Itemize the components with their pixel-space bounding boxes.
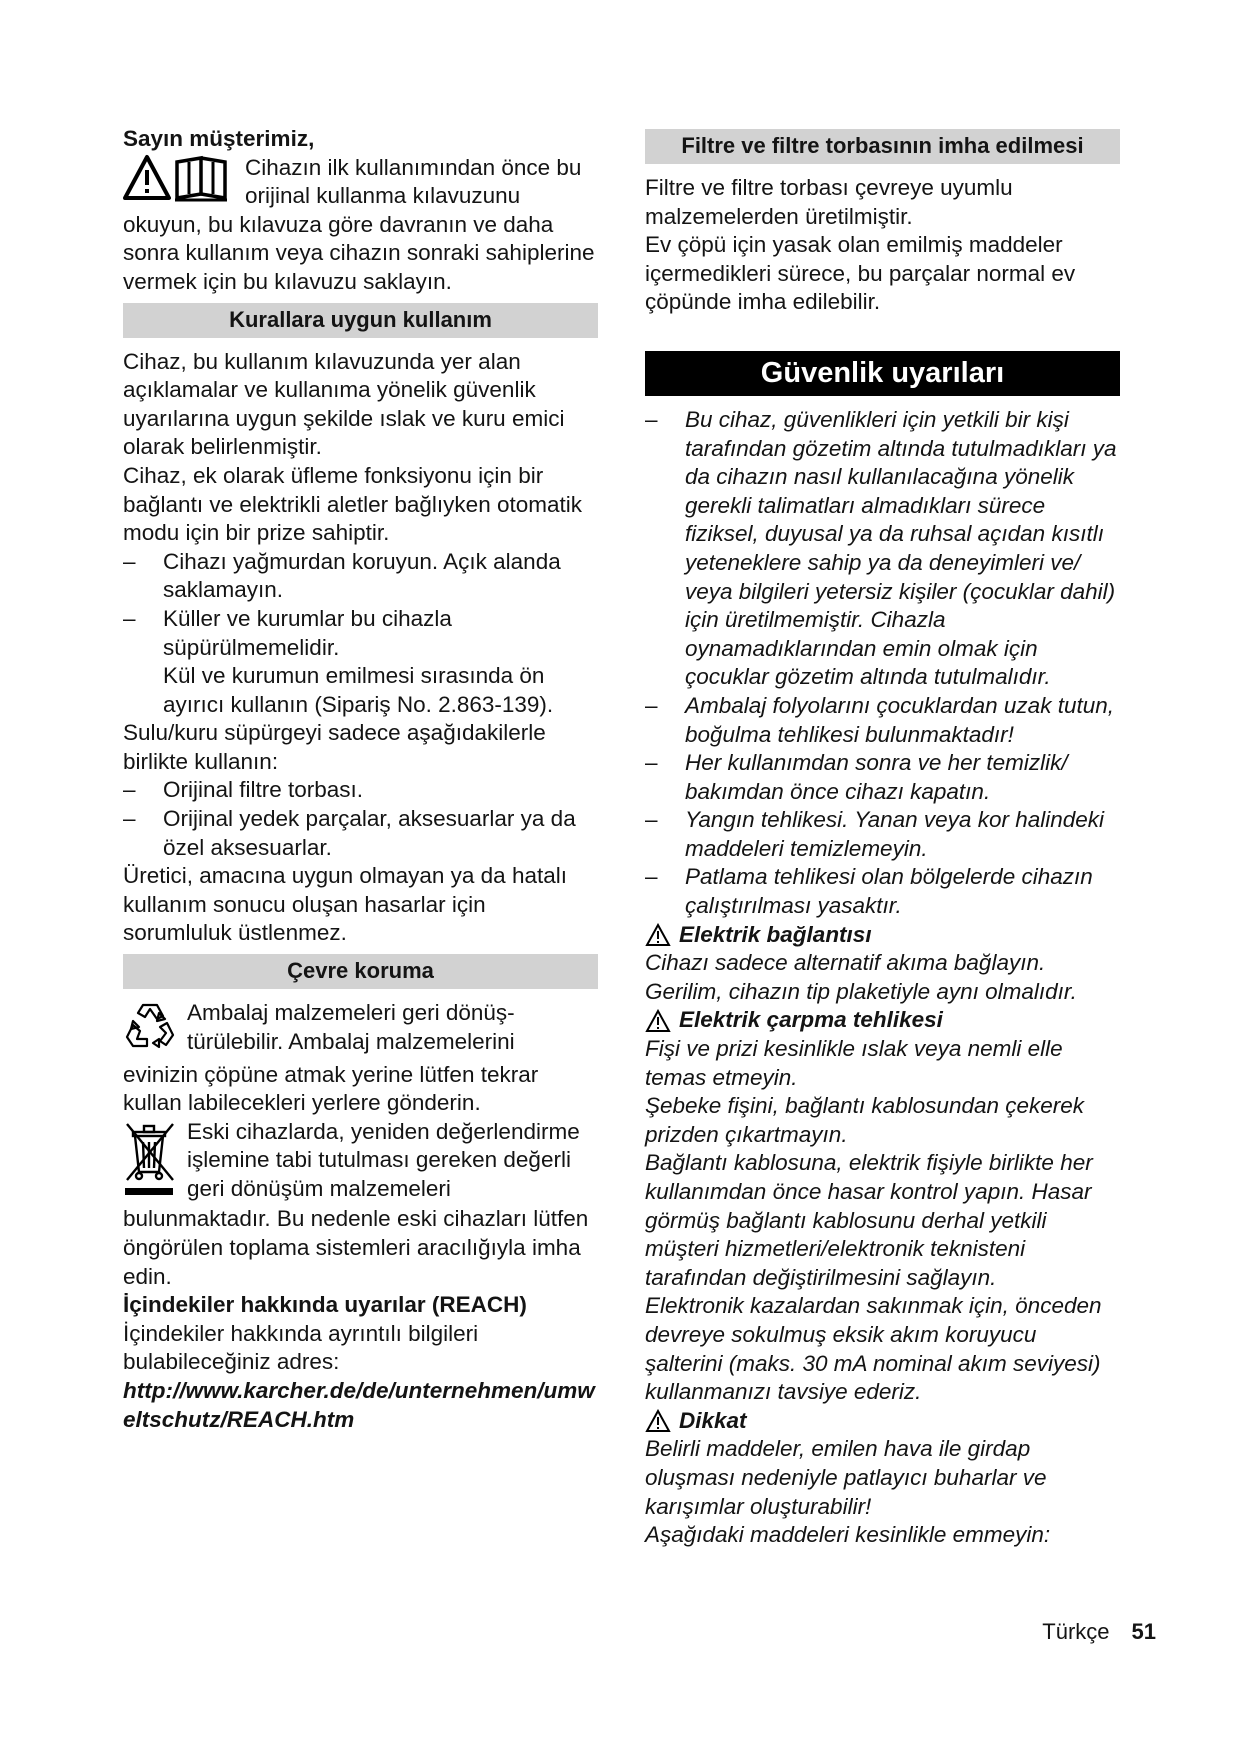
- electric-shock-p1: Fişi ve prizi kesinlikle ıslak veya nemli elle temas etmeyin.: [645, 1036, 1063, 1090]
- weee-block: [123, 1118, 598, 1206]
- list-dash: –: [645, 750, 658, 776]
- warning-icon: [645, 1409, 675, 1433]
- electric-shock-p3: Bağlantı kablosuna, elektrik fişiyle birlikte her kullanımdan önce hasar kontrol yapın. Hasar görmüş bağlantı kablosunu derhal yetkili müşteri hizmetleri/elektronik teknisteni tarafından değiştirilmesini sağlayın.: [645, 1150, 1093, 1290]
- safety-item-text: Ambalaj folyolarını çocuklardan uzak tutun, boğulma tehlikesi bulunmaktadır!: [685, 692, 1114, 747]
- caution-p1: Belirli maddeler, emilen hava ile girdap oluşması nedeniyle patlayıcı buharlar ve karışımlar oluşturabilir!: [645, 1436, 1047, 1519]
- safety-item-text: Patlama tehlikesi olan bölgelerde cihazın çalıştırılması yasaktır.: [685, 864, 1093, 919]
- page-number: 51: [1131, 1619, 1156, 1644]
- list-item-text: Orijinal yedek parçalar, aksesuarlar ya da özel aksesuarlar.: [163, 806, 576, 860]
- section-title-intended-use: Kurallara uygun kullanım: [123, 303, 598, 338]
- electrical-connection-text: Cihazı sadece alternatif akıma bağlayın. Gerilim, cihazın tip plaketiyle aynı olmalıdır.: [645, 950, 1077, 1004]
- electric-shock-p2: Şebeke fişini, bağlantı kablosundan çekerek prizden çıkartmayın.: [645, 1093, 1085, 1147]
- greeting: Sayın müşterimiz,: [123, 126, 315, 151]
- section-title-environment: Çevre koruma: [123, 954, 598, 989]
- intro-text: Cihazın ilk kullanımından önce bu orijinal kullanma kılavuzunu: [245, 154, 582, 209]
- electrical-connection-heading-text: Elektrik bağlantısı: [679, 921, 872, 947]
- filter-p2: Ev çöpü için yasak olan emilmiş maddeler içermedikleri sürece, bu parçalar normal ev çöpünde imha edilebilir.: [645, 232, 1076, 315]
- right-column: [645, 125, 1120, 1550]
- safety-list-item: [645, 863, 1120, 920]
- list-dash: –: [645, 807, 658, 833]
- recycle-icon: [123, 999, 177, 1061]
- list-dash: –: [123, 777, 136, 803]
- manual-intro: [123, 154, 598, 211]
- reach-heading: İçindekiler hakkında uyarılar (REACH): [123, 1292, 527, 1318]
- electric-shock-heading: [645, 1006, 1120, 1035]
- caution-p2: Aşağıdaki maddeleri kesinlikle emmeyin:: [645, 1522, 1051, 1548]
- intended-use-p1: Cihaz, bu kullanım kılavuzunda yer alan açıklamalar ve kullanıma yönelik güvenlik uyarılarına uygun şekilde ıslak ve kuru emici olarak belirlenmiştir.: [123, 348, 565, 460]
- electric-shock-p4: Elektronik kazalardan sakınmak için, önceden devreye sokulmuş eksik akım koruyucu şalterini (maks. 30 mA nominal akım seviyesi) kullanmanızı tavsiye ederiz.: [645, 1293, 1102, 1405]
- weee-text: Eski cihazlarda, yeniden değerlendirme işlemine tabi tutulması gereken değerli geri dönüşüm malzemeleri: [187, 1118, 580, 1201]
- warning-icon: [645, 1009, 675, 1033]
- list-dash: –: [645, 406, 658, 432]
- list-dash: –: [123, 806, 136, 832]
- warning-manual-icon: [123, 154, 235, 210]
- list-item: [123, 548, 598, 605]
- section-title-safety: Güvenlik uyarıları: [645, 351, 1120, 396]
- list-dash: –: [123, 548, 136, 574]
- list-dash: –: [645, 864, 658, 890]
- safety-list-item: [645, 406, 1120, 692]
- list-dash: –: [645, 692, 658, 718]
- crossed-bin-icon: [123, 1118, 177, 1206]
- safety-item-text: Her kullanımdan sonra ve her temizlik/ bakımdan önce cihazı kapatın.: [685, 750, 1068, 804]
- footer-language: Türkçe: [1042, 1619, 1110, 1644]
- filter-p1: Filtre ve filtre torbası çevreye uyumlu malzemelerden üretilmiştir.: [645, 175, 1013, 229]
- list-dash: –: [123, 605, 136, 631]
- section-title-filter-disposal: Filtre ve filtre torbasının imha edilmesi: [645, 129, 1120, 164]
- list-item-text: Küller ve kurumlar bu cihazla süpürülmemelidir.: [163, 605, 452, 660]
- safety-list-item: [645, 749, 1120, 806]
- intro-text-cont: okuyun, bu kılavuza göre davranın ve daha sonra kullanım veya cihazın sonraki sahiplerine vermek için bu kılavuzu saklayın.: [123, 211, 595, 294]
- electric-shock-heading-text: Elektrik çarpma tehlikesi: [679, 1007, 943, 1033]
- reach-url: http://www.karcher.de/de/unternehmen/umweltschutz/REACH.htm: [123, 1377, 595, 1432]
- caution-heading: [645, 1407, 1120, 1436]
- intended-use-p4: Üretici, amacına uygun olmayan ya da hatalı kullanım sonucu oluşan hasarlar için sorumluluk üstlenmez.: [123, 863, 567, 946]
- list-item: [123, 605, 598, 662]
- intended-use-p2: Cihaz, ek olarak üfleme fonksiyonu için bir bağlantı ve elektrikli aletler bağlıyken otomatik modu için bir prize sahiptir.: [123, 462, 582, 546]
- recycle-text: Ambalaj malzemeleri geri dönüş-türülebilir. Ambalaj malzemelerini: [187, 1000, 515, 1054]
- reach-text: İçindekiler hakkında ayrıntılı bilgileri bulabileceğiniz adres:: [123, 1320, 479, 1375]
- safety-list-item: [645, 692, 1120, 749]
- list-item: [123, 776, 598, 805]
- intended-use-p3: Sulu/kuru süpürgeyi sadece aşağıdakilerle birlikte kullanın:: [123, 720, 546, 774]
- safety-item-text: Bu cihaz, güvenlikleri için yetkili bir kişi tarafından gözetim altında tutulmadıkları ya da cihazın nasıl kullanılacağına yönelik gerekli talimatları almadıkları sürece fiziksel, duyusal ya da ruhsal açıdan kısıtlı yeteneklere sahip ya da deneyimleri ve/ veya bilgileri yetersiz kişiler (çocuklar dahil) için üretilmemiştir. Cihazla oynamadıklarından emin olmak için çocuklar gözetim altında tutulmalıdır.: [685, 406, 1117, 690]
- safety-list-item: [645, 806, 1120, 863]
- left-column: [123, 125, 598, 1434]
- weee-text-cont: bulunmaktadır. Bu nedenle eski cihazları lütfen öngörülen toplama sistemleri aracılığıyla imha edin.: [123, 1206, 589, 1289]
- warning-icon: [645, 923, 675, 947]
- caution-heading-text: Dikkat: [679, 1407, 747, 1433]
- list-item-sub: Kül ve kurumun emilmesi sırasında ön ayırıcı kullanın (Sipariş No. 2.863-139).: [163, 663, 554, 717]
- electrical-connection-heading: [645, 921, 1120, 950]
- recycle-text-cont: evinizin çöpüne atmak yerine lütfen tekrar kullan labilecekleri yerlere gönderin.: [123, 1061, 539, 1116]
- recycling-block: [123, 999, 598, 1061]
- page-footer: [1042, 1619, 1156, 1645]
- list-item-text: Orijinal filtre torbası.: [163, 777, 364, 803]
- list-item: [123, 805, 598, 862]
- list-item-text: Cihazı yağmurdan koruyun. Açık alanda saklamayın.: [163, 548, 561, 603]
- safety-item-text: Yangın tehlikesi. Yanan veya kor halindeki maddeleri temizlemeyin.: [685, 807, 1105, 861]
